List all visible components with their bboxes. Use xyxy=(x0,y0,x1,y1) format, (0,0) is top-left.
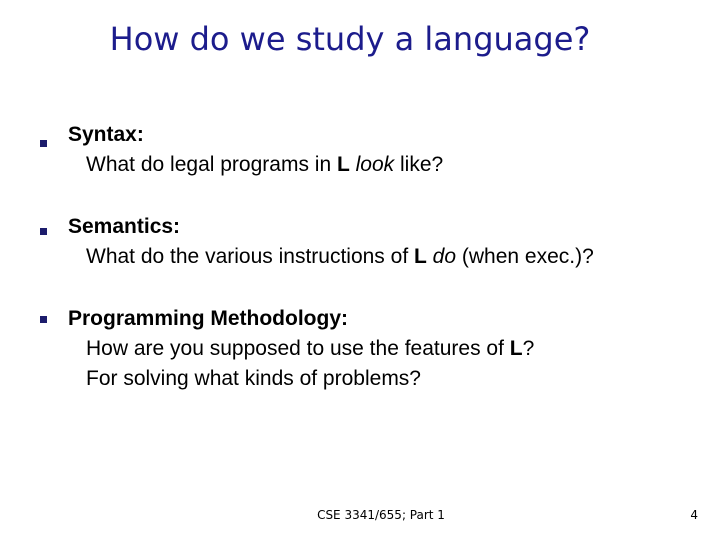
bullet-text: What do legal programs in L look like? xyxy=(86,153,444,176)
bullet-text: For solving what kinds of problems? xyxy=(86,367,421,390)
bullet-item-semantics xyxy=(68,212,594,272)
bullet-heading: Syntax: xyxy=(68,123,144,146)
bullet-marker xyxy=(40,228,47,235)
bullet-heading: Programming Methodology: xyxy=(68,307,348,330)
bullet-marker xyxy=(40,140,47,147)
slide-title: How do we study a language? xyxy=(109,20,591,58)
footer-course: CSE 3341/655; Part 1 xyxy=(317,508,445,522)
page-number: 4 xyxy=(690,508,698,522)
bullet-marker xyxy=(40,316,47,323)
bullet-item-syntax xyxy=(68,120,443,180)
bullet-text: What do the various instructions of L do (when exec.)? xyxy=(86,245,594,268)
bullet-heading: Semantics: xyxy=(68,215,181,238)
bullet-item-methodology xyxy=(68,304,534,394)
bullet-text: How are you supposed to use the features of L? xyxy=(86,337,535,360)
